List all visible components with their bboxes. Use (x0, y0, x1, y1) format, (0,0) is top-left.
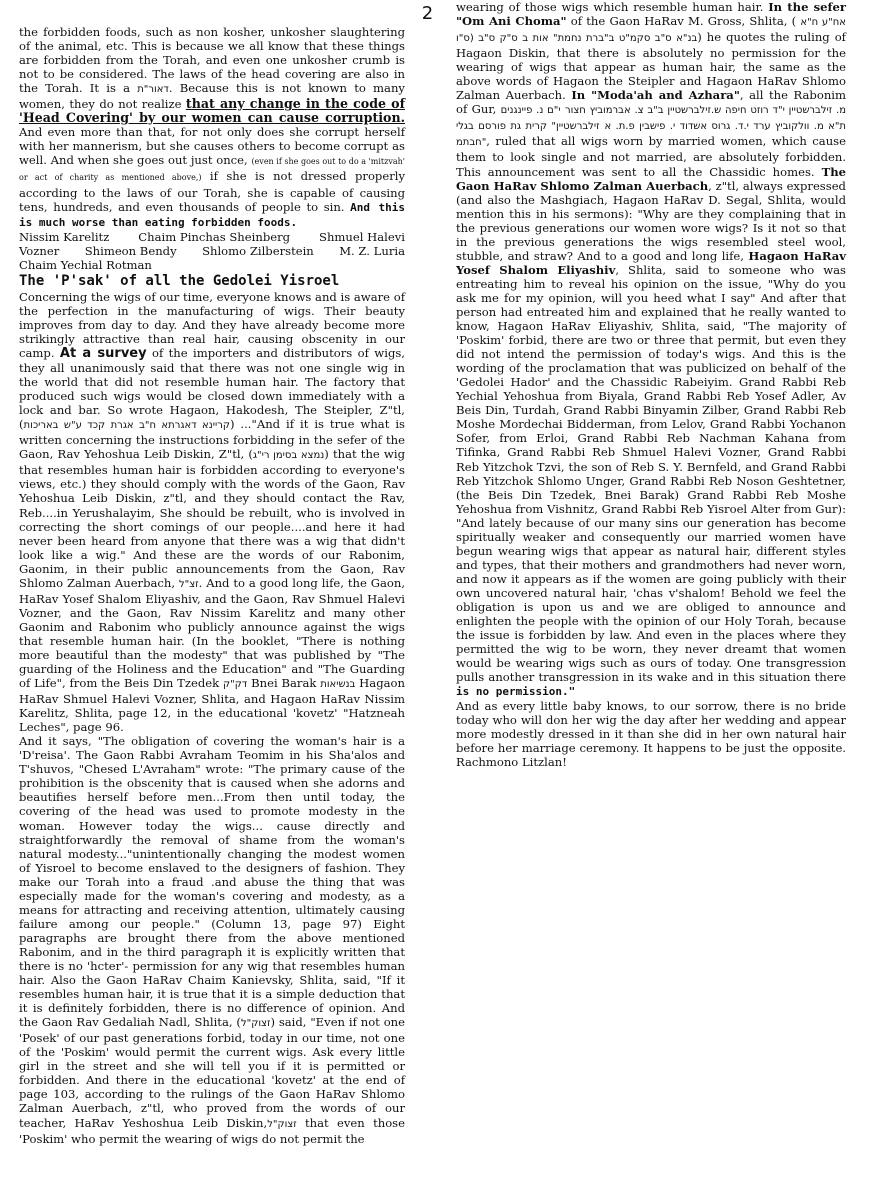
emphasis-survey: At a survey (59, 345, 147, 361)
signatures (19, 230, 405, 272)
signature: Shimeon Bendy (84, 243, 177, 258)
bold-auerbach: The Gaon HaRav Shlomo Zalman Auerbach (456, 164, 846, 193)
signature: Vozner (19, 243, 60, 258)
paragraph-rulings: wearing of those wigs which resemble human hair. In the sefer "Om Ani Choma" of the Gaon HaRav M. Gross, Shlita, ( אח"ע ח"א ס"ו) בנ"א ס"ב סקמ"ט ב"ברת נחמת" אות ב ס"ק ס"ב) he quotes the ruling of Hagaon Diskin, that there is absolutely no permission for the wearing of wigs that appear as human hair, the same as the above words of Hagaon the Steipler and Hagaon HaRav Shlomo Zalman Auerbach. In "Moda'ah and Azhara", all the Rabonim of Gur, מ. זילברשטיין י"ד רוזט חיפה ש.זילברשטיין ב"ב צ. אברמוביץ חצור י"ם נ. פיינגנים ת"א מ. וולקוביץ ערד י.ד. גרוס אשדוד י. פישבין פ.ת. א זילברשטיין" קרית גת פורסם בגלי חבתמ", ruled that all wigs worn by married women, which cause them to look single and not married, are absolutely forbidden. This announcement was sent to all the Chassidic homes. The Gaon HaRav Shlomo Zalman Auerbach, z"tl, always expressed (and also the Mashgiach, Hagaon HaRav D. Segal, Shlita, would mention this in his sermons): "Why are they complaining that in the previous generations our women wore wigs? Is it not so that in the previous generations the wigs resembled steel wool, stubble, and straw? And to a good and long life, Hagaon HaRav Yosef Shalom Eliyashiv, Shlita, said to someone who was entreating him to reveal his opinion on the issue, "Why do you ask me for my opinion, will you heed what I say" And after that person had entreated him and explained that he really wanted to know, Hagaon HaRav Eliyashiv, Shlita, said, "The majority of 'Poskim' forbid, there are two or three that permit, but even they did not intend the permission of today's wigs. And this is the wording of the proclamation that was publicized on behalf of the 'Gedolei Hador' and the Chassidic Rabeiyim. Grand Rabbi Reb Yechial Yehoshua from Biyala, Grand Rabbi Reb Yosef Adler, Av Beis Din, Turdah, Grand Rabbi Binyamin Zilber, Grand Rabbi Reb Moshe Mordechai Bidderman, from Lelov, Grand Rabbi Yochanon Sofer, from Erloi, Grand Rabbi Reb Nachman Kahana from Tifinka, Grand Rabbi Reb Shmuel Halevi Vozner, Grand Rabbi Reb Yitzchok Tzvi, the son of Reb S. Y. Bernfeld, and Grand Rabbi Reb Yitzchok Shlomo Unger, Grand Rabbi Reb Noson Geshtetner, (the Beis Din Tzedek, Bnei Barak) Grand Rabbi Reb Moshe Yehoshua from Vishnitz, Grand Rabbi Reb Yisroel Alter from Gur): "And lately because of our many sins our generation has become spiritually weaker and consequently our married women have begun wearing wigs that appear as natural hair, different styles and types, that their mothers and grandmothers had never worn, and now it appears as if the women are going publicly with their own uncovered natural hair, 'chas v'shalom! Behold we feel the obligation is upon us and we are obliged to announce and enlighten the people with the opinion of our Holy Torah, because the issue is forbidden by law. And even in the places where they permitted the wig to be worn, they never dreamt that women would be wearing wigs such as ours of today. One transgression pulls another transgression in its wake and in this situation there is no permission." (456, 0, 847, 699)
bold-modaah: In "Moda'ah and Azhara" (571, 88, 740, 103)
bold-statement: And this is much worse than eating forbidden foods. (19, 200, 406, 229)
left-column (19, 25, 405, 1146)
bold-sefer-title: In the sefer "Om Ani Choma" (456, 0, 846, 29)
bold-eliyashiv: Hagaon HaRav Yosef Shalom Eliyashiv (456, 248, 847, 277)
paragraph-head-covering: the forbidden foods, such as non kosher, unkosher slaughtering of the animal, etc. This is because we all know that these things are forbidden from the Torah, and even one unkosher crumb is not to be considered. The laws of the head covering are also in the Torah. It is a דאור"ת. Because this is not known to many women, they do not realize that any change in the code of 'Head Covering' by our women can cause corruption. And even more than that, for not only does she corrupt herself with her mannerism, but she causes others to become corrupt as well. And when she goes out just once, (even if she goes out to do a 'mitzvah' or act of charity as mentioned above,) if she is not dressed properly according to the laws of our Torah, she is capable of causing tens, hundreds, and even thousands of people to sin. And this is much worse than eating forbidden foods. (19, 25, 406, 229)
parenthetical-note: (even if she goes out to do a 'mitzvah' or act of charity as mentioned above,) (19, 157, 405, 183)
signature: M. Z. Luria (339, 243, 405, 258)
signature: Chaim Pinchas Sheinberg (138, 229, 291, 244)
paragraph-wigs: Concerning the wigs of our time, everyone knows and is aware of the perfection in the manufacturing of wigs. Their beauty improves from day to day. And they have already become more strikingly attractive than real hair, causing obscenity in our camp. At a survey of the importers and distributors of wigs, they all unanimously said that there was not one single wig in the world that did not resemble human hair. The factory that produced such wigs would be closed down immediately with a lock and bar. So wrote Hagaon, Hakodesh, The Steipler, Z"tl, (קריינא דאגרתא ח"ב אגרת קכד ע"ש באריכות) ..."And if it is true what is written concerning the instructions forbidding in the sefer of the Gaon, Rav Yehoshua Leib Diskin, Z"tl, (נמצא בסימן רי"ג) that the wig that resembles human hair is forbidden according to everyone's views, etc.) they should comply with the words of the Gaon, Rav Yehoshua Leib Diskin, z"tl, and they should contact the Rav, Reb....in Yerushalayim, She should be rebuilt, who is involved in correcting the short comings of our people....and here it had never been heard from anyone that there was a wig that didn't look like a wig." And these are the words of our Rabonim, Gaonim, in their public announcements from the Gaon, Rav Shlomo Zalman Auerbach, זצ"ל. And to a good long life, the Gaon, HaRav Yosef Shalom Eliyashiv, and the Gaon, Rav Shmuel Halevi Vozner, and the Gaon, Rav Nissim Karelitz and many other Gaonim and Rabonim who publicly announce against the wigs that resemble human hair. (In the booklet, "There is nothing more beautiful than the modesty" that was published by "The guarding of the Holiness and the Education" and "The Guarding of Life", from the Beis Din Tzedek דק"ק Bnei Barak בנשיאות Hagaon HaRav Shmuel Halevi Vozner, Shlita, and Hagaon HaRav Nissim Karelitz, Shlita, page 12, in the educational 'kovetz' "Hatzneah Leches", page 96. (19, 289, 406, 735)
page-number: 2 (421, 3, 434, 24)
paragraph-closing: And as every little baby knows, to our sorrow, there is no bride today who will don her wig the day after her wedding and appear more modestly dressed in it than she did in her own natural hair before her marriage ceremony. It happens to be just the opposite. Rachmono Litzlan! (456, 699, 846, 770)
signature: Chaim Yechial Rotman (19, 257, 152, 272)
signature: Shmuel Halevi (319, 229, 405, 244)
right-column (456, 0, 846, 770)
signature: Nissim Karelitz (19, 229, 110, 244)
bold-no-permission: is no permission." (456, 685, 576, 699)
signature: Shlomo Zilberstein (202, 243, 314, 258)
paragraph-obligation: And it says, "The obligation of covering the woman's hair is a 'D'reisa'. The Gaon Rabbi Avraham Teomim in his Sha'alos and T'shuvos, "Chesed L'Avraham" wrote: "The primary cause of the prohibition is the obscenity that is caused when she adorns and beautifies herself before men...From then until today, the covering of the head was used to promote modesty in the woman. However today the wigs... cause directly and straightforwardly the removal of shame from the woman's natural modesty..."unintentionally changing the modest women of Yisroel to become enslaved to the designers of fashion. They make our Torah into a fraud .and abuse the thing that was especially made for the woman's covering and modesty, as a means for attracting and receiving attention, ultimately causing failure among our people." (Column 13, page 97) Eight paragraphs are brought there from the above mentioned Rabonim, and in the third paragraph it is explicitly written that there is no 'hcter'- permission for any wig that resembles human hair. Also the Gaon HaRav Chaim Kanievsky, Shlita, said, "If it resembles human hair, it is true that it is a simple deduction that it is definitely forbidden, there is no difference of opinion. And the Gaon Rav Gedaliah Nadl, Shlita, (זצוק"ל) said, "Even if not one 'Posek' of our past generations forbid, today in our time, not one of the 'Poskim' would permit the current wigs. Ask every little girl in the street and she will tell you if it is permitted or forbidden. And there in the educational 'kovetz' at the end of page 103, according to the rulings of the Gaon HaRav Shlomo Zalman Auerbach, z"tl, who proved from the words of our teacher, HaRav Yeshoshua Leib Diskin,זצוק"ל that even those 'Poskim' who permit the wearing of wigs do not permit the (19, 734, 406, 1146)
emphasis-corruption: that any change in the code of 'Head Covering' by our women can cause corruption. (19, 96, 405, 126)
section-heading: The 'P'sak' of all the Gedolei Yisroel (19, 272, 340, 289)
